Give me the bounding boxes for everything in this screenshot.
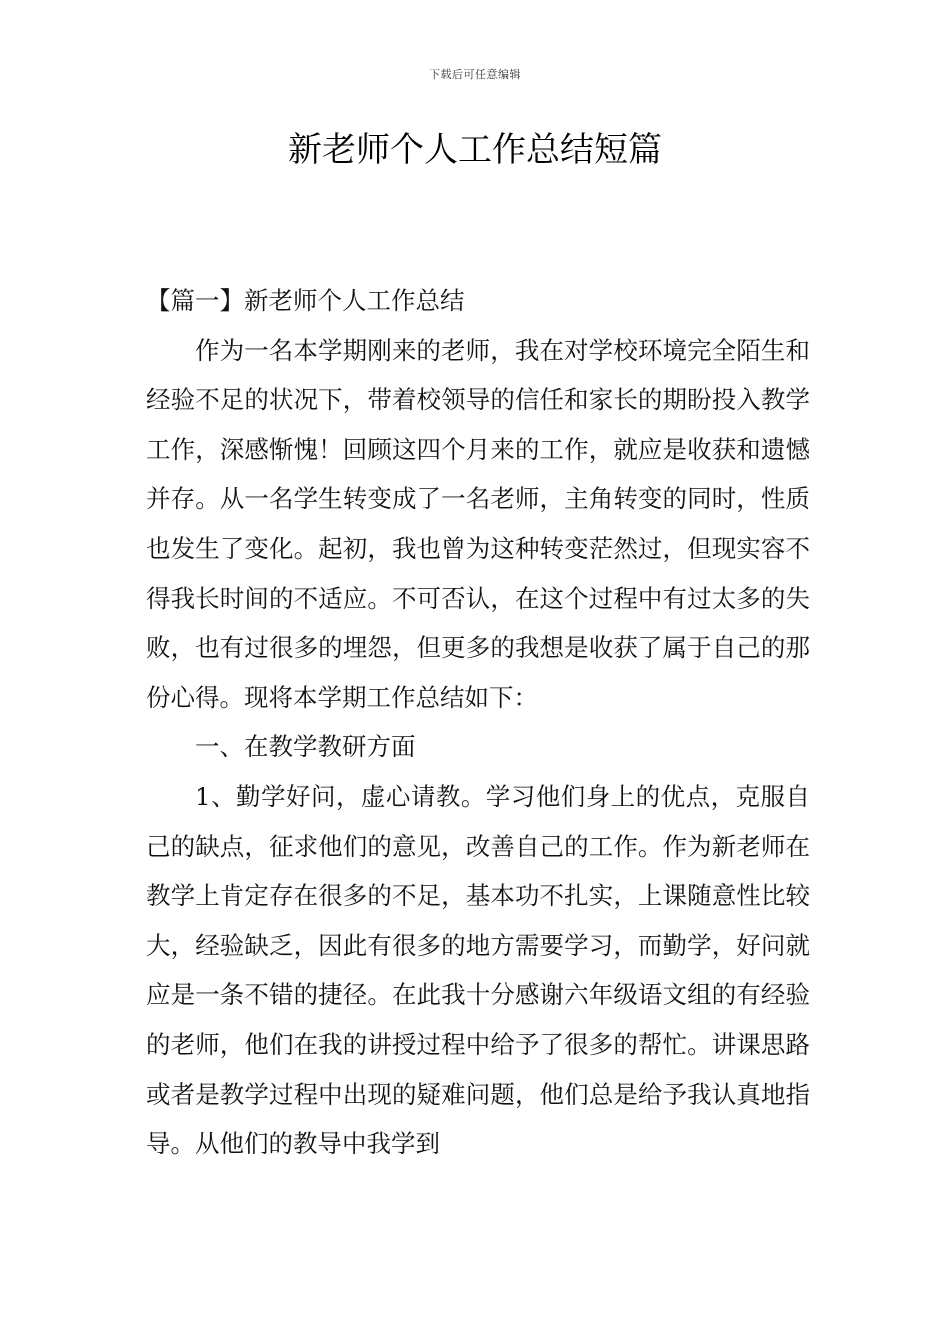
document-body <box>146 276 810 1169</box>
body-paragraph: 1、勤学好问，虚心请教。学习他们身上的优点，克服自己的缺点，征求他们的意见，改善自己的工作。作为新老师在教学上肯定存在很多的不足，基本功不扎实，上课随意性比较大，经验缺乏，因此有很多的地方需要学习，而勤学，好问就应是一条不错的捷径。在此我十分感谢六年级语文组的有经验的老师，他们在我的讲授过程中给予了很多的帮忙。讲课思路或者是教学过程中出现的疑难问题，他们总是给予我认真地指导。从他们的教导中我学到 <box>146 781 810 1159</box>
subsection-heading: 一、在教学教研方面 <box>195 732 416 762</box>
section-heading: 【篇一】新老师个人工作总结 <box>146 286 465 315</box>
page-title: 新老师个人工作总结短篇 <box>288 130 662 170</box>
header-note: 下载后可任意编辑 <box>429 68 521 81</box>
body-paragraph: 作为一名本学期刚来的老师，我在对学校环境完全陌生和经验不足的状况下，带着校领导的信任和家长的期盼投入教学工作，深感惭愧！回顾这四个月来的工作，就应是收获和遗憾并存。从一名学生转变成了一名老师，主角转变的同时，性质也发生了变化。起初，我也曾为这种转变茫然过，但现实容不得我长时间的不适应。不可否认，在这个过程中有过太多的失败，也有过很多的埋怨，但更多的我想是收获了属于自己的那份心得。现将本学期工作总结如下： <box>146 335 810 712</box>
